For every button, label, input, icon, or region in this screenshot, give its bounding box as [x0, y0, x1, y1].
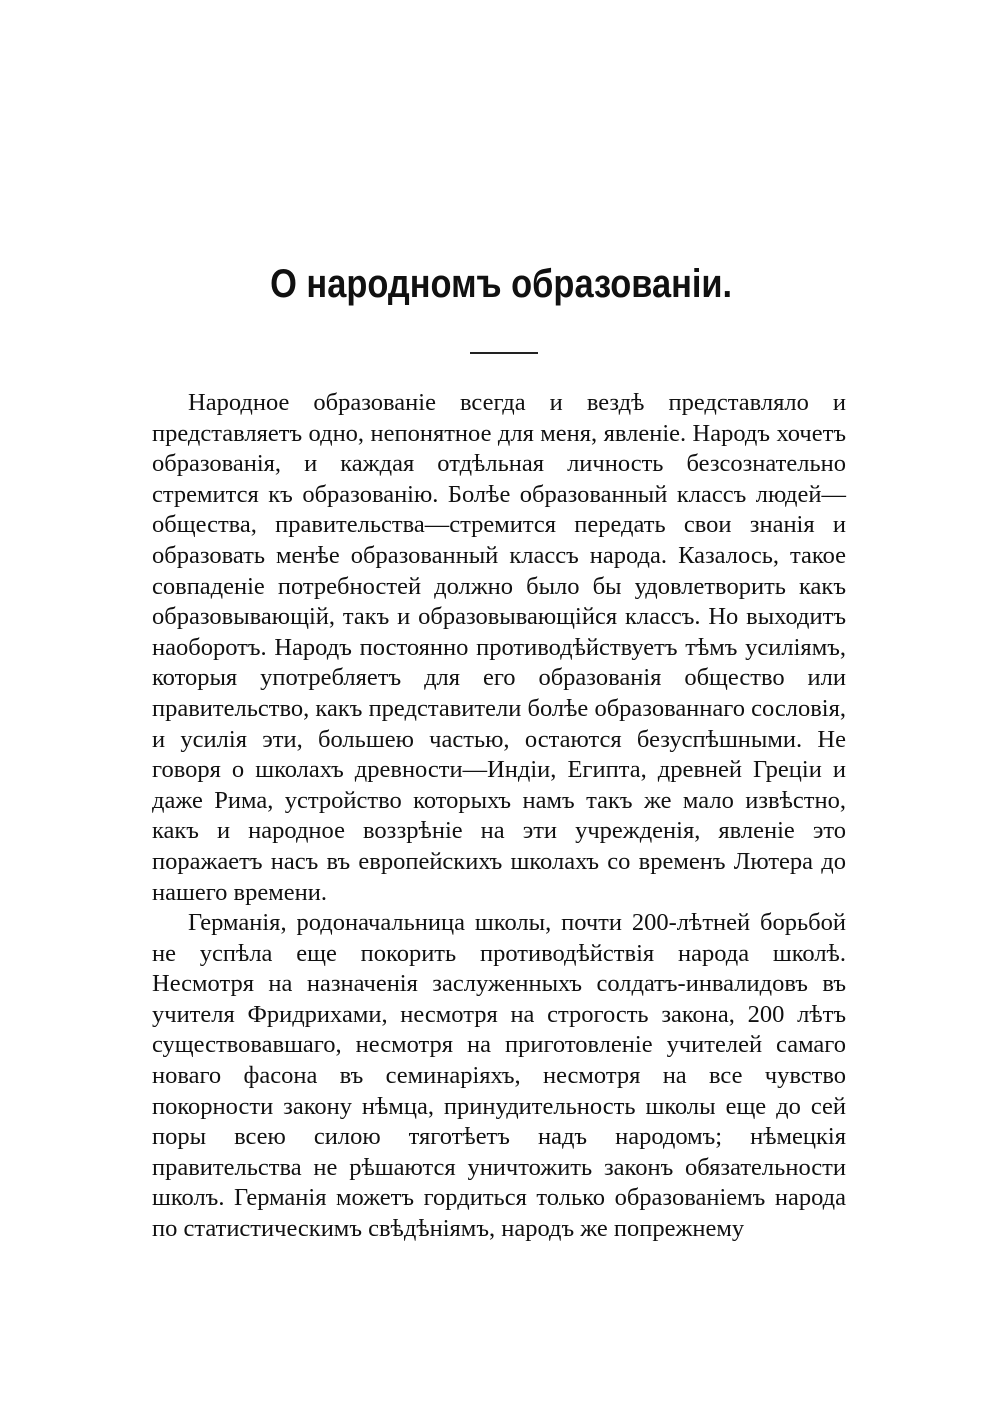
- title-divider: [470, 352, 538, 354]
- page-title: О народномъ образованіи.: [270, 262, 733, 306]
- body-text: [152, 388, 846, 1245]
- paragraph-2: Германія, родоначальница школы, почти 200-лѣтней борьбой не успѣла еще покорить противодѣйствія народа школѣ. Несмотря на назначенія заслуженныхъ солдатъ-инвалидовъ въ учителя Фридрихами, несмотря на строгость закона, 200 лѣтъ существовавшаго, несмотря на приготовленіе учителей самаго новаго фасона въ семинаріяхъ, несмотря на все чувство покорности закону нѣмца, принудительность школы еще до сей поры всею силою тяготѣетъ надъ народомъ; нѣмецкія правительства не рѣшаются уничтожить законъ обязательности школъ. Германія можетъ гордиться только образованіемъ народа по статистическимъ свѣдѣніямъ, народъ же попрежнему: [152, 909, 846, 1243]
- paragraph-1: Народное образованіе всегда и вездѣ представляло и представляетъ одно, непонятное для меня, явленіе. Народъ хочетъ образованія, и каждая отдѣльная личность безсознательно стремится къ образованію. Болѣе образованный классъ людей—общества, правительства—стремится передать свои знанія и образовать менѣе образованный классъ народа. Казалось, такое совпаденіе потребностей должно было бы удовлетворить какъ образовывающій, такъ и образовывающійся классъ. Но выходитъ наоборотъ. Народъ постоянно противодѣйствуетъ тѣмъ усиліямъ, которыя употребляетъ для его образованія общество или правительство, какъ представители болѣе образованнаго сословія, и усилія эти, большею частью, остаются безуспѣшными. Не говоря о школахъ древности—Индіи, Египта, древней Греціи и даже Рима, устройство которыхъ намъ такъ же мало извѣстно, какъ и народное воззрѣніе на эти учрежденія, явленіе это поражаетъ насъ въ европейскихъ школахъ со временъ Лютера до нашего времени.: [152, 389, 846, 906]
